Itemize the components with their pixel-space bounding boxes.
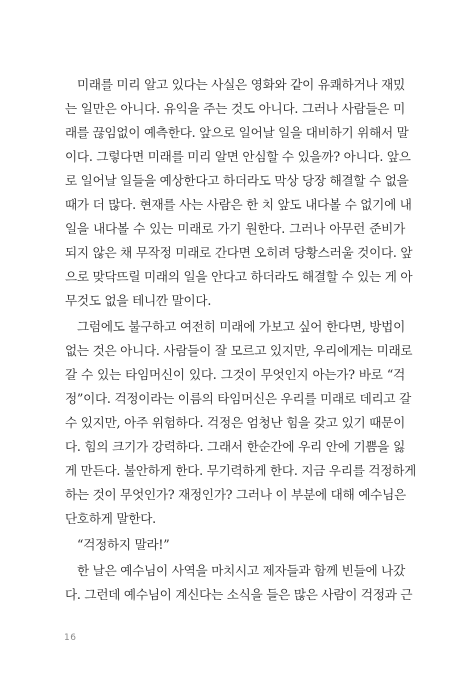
text-line: 때가 더 많다. 현재를 사는 사람은 한 치 앞도 내다볼 수 없기에 내: [65, 197, 412, 212]
text-line: 없는 것은 아니다. 사람들이 잘 모르고 있지만, 우리에게는 미래로: [65, 343, 413, 358]
text-line: “걱정하지 말라!”: [77, 537, 170, 552]
page-number: 16: [64, 633, 77, 643]
text-line: 미래를 미리 알고 있다는 사실은 영화와 같이 유쾌하거나 재밌: [77, 77, 405, 92]
text-line: 는 일만은 아니다. 유익을 주는 것도 아니다. 그러나 사람들은 미: [65, 101, 405, 116]
text-line: 정”이다. 걱정이라는 이름의 타임머신은 우리를 미래로 데리고 갈: [65, 391, 412, 406]
text-line: 게 만든다. 불안하게 한다. 무기력하게 한다. 지금 우리를 걱정하게: [65, 463, 417, 478]
text-line: 그럼에도 불구하고 여전히 미래에 가보고 싶어 한다면, 방법이: [77, 319, 405, 334]
text-line: 한 날은 예수님이 사역을 마치시고 제자들과 함께 빈들에 나갔: [77, 563, 405, 578]
text-line: 로 일어날 일들을 예상한다고 하더라도 막상 당장 해결할 수 없을: [65, 173, 409, 188]
text-line: 수 있지만, 아주 위험하다. 걱정은 엄청난 힘을 갖고 있기 때문이: [65, 415, 405, 430]
text-line: 다. 힘의 크기가 강력하다. 그래서 한순간에 우리 안에 기쁨을 잃: [65, 439, 405, 454]
text-line: 다. 그런데 예수님이 계신다는 소식을 들은 많은 사람이 걱정과 근: [65, 587, 413, 602]
text-line: 단호하게 말한다.: [65, 511, 156, 526]
text-line: 무것도 없을 테니깐 말이다.: [65, 293, 212, 308]
text-line: 래를 끊임없이 예측한다. 앞으로 일어날 일을 대비하기 위해서 말: [65, 125, 409, 140]
text-line: 이다. 그렇다면 미래를 미리 알면 안심할 수 있을까? 아니다. 앞으: [65, 149, 411, 164]
text-line: 갈 수 있는 타임머신이 있다. 그것이 무엇인지 아는가? 바로 “걱: [65, 367, 405, 382]
text-line: 으로 맞닥뜨릴 미래의 일을 안다고 하더라도 해결할 수 있는 게 아: [65, 269, 413, 284]
text-line: 하는 것이 무엇인가? 재정인가? 그러나 이 부분에 대해 예수님은: [65, 487, 406, 502]
text-line: 일을 내다볼 수 있는 미래로 가기 원한다. 그러나 아무런 준비가: [65, 221, 405, 236]
text-line: 되지 않은 채 무작정 미래로 간다면 오히려 당황스러울 것이다. 앞: [65, 245, 413, 260]
